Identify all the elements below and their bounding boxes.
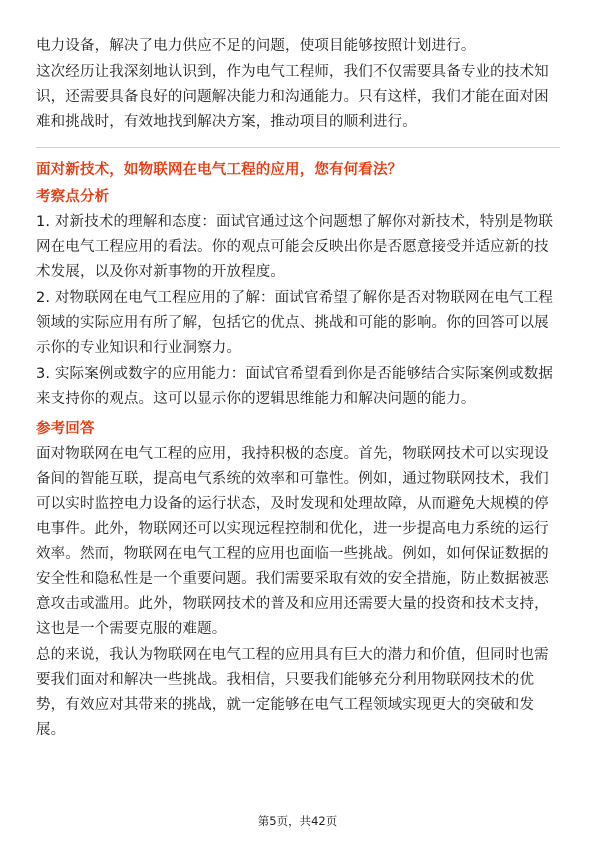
analysis-item: 2. 对物联网在电气工程应用的了解：面试官希望了解你是否对物联网在电气工程领域的实际应用有所了解，包括它的优点、挑战和可能的影响。你的回答可以展示你的专业知识和行业洞察力。 (36, 290, 553, 356)
analysis-item: 3. 实际案例或数字的应用能力：面试官希望看到你是否能够结合实际案例或数据来支持你的观点。这可以显示你的逻辑思维能力和解决问题的能力。 (36, 366, 553, 407)
question-heading: 面对新技术，如物联网在电气工程的应用，您有何看法？ (36, 162, 403, 178)
page-content (36, 34, 560, 744)
intro-paragraph: 这次经历让我深刻地认识到，作为电气工程师，我们不仅需要具备专业的技术知识，还需要具备良好的问题解决能力和沟通能力。只有这样，我们才能在面对困难和挑战时，有效地找到解决方案，推动项目的顺利进行。 (36, 64, 549, 130)
page-footer: 第5页，共42页 (257, 814, 338, 828)
analysis-title: 考察点分析 (36, 189, 110, 205)
answer-paragraph: 面对物联网在电气工程的应用，我持积极的态度。首先，物联网技术可以实现设备间的智能互联，提高电气系统的效率和可靠性。例如，通过物联网技术，我们可以实时监控电力设备的运行状态，及时发现和处理故障，从而避免大规模的停电事件。此外，物联网还可以实现远程控制和优化，进一步提高电力系统的运行效率。然而，物联网在电气工程的应用也面临一些挑战。例如，如何保证数据的安全性和隐私性是一个重要问题。我们需要采取有效的安全措施，防止数据被恶意攻击或滥用。此外，物联网技术的普及和应用还需要大量的投资和技术支持，这也是一个需要克服的难题。 (36, 446, 549, 637)
intro-paragraph: 电力设备，解决了电力供应不足的问题，使项目能够按照计划进行。 (36, 38, 476, 54)
answer-title: 参考回答 (36, 421, 95, 437)
section-divider (36, 147, 560, 148)
answer-paragraph: 总的来说，我认为物联网在电气工程的应用具有巨大的潜力和价值，但同时也需要我们面对和解决一些挑战。我相信，只要我们能够充分利用物联网技术的优势，有效应对其带来的挑战，就一定能够在电气工程领域实现更大的突破和发展。 (36, 647, 549, 738)
analysis-item: 1. 对新技术的理解和态度：面试官通过这个问题想了解你对新技术，特别是物联网在电气工程应用的看法。你的观点可能会反映出你是否愿意接受并适应新的技术发展，以及你对新事物的开放程度。 (36, 214, 553, 280)
